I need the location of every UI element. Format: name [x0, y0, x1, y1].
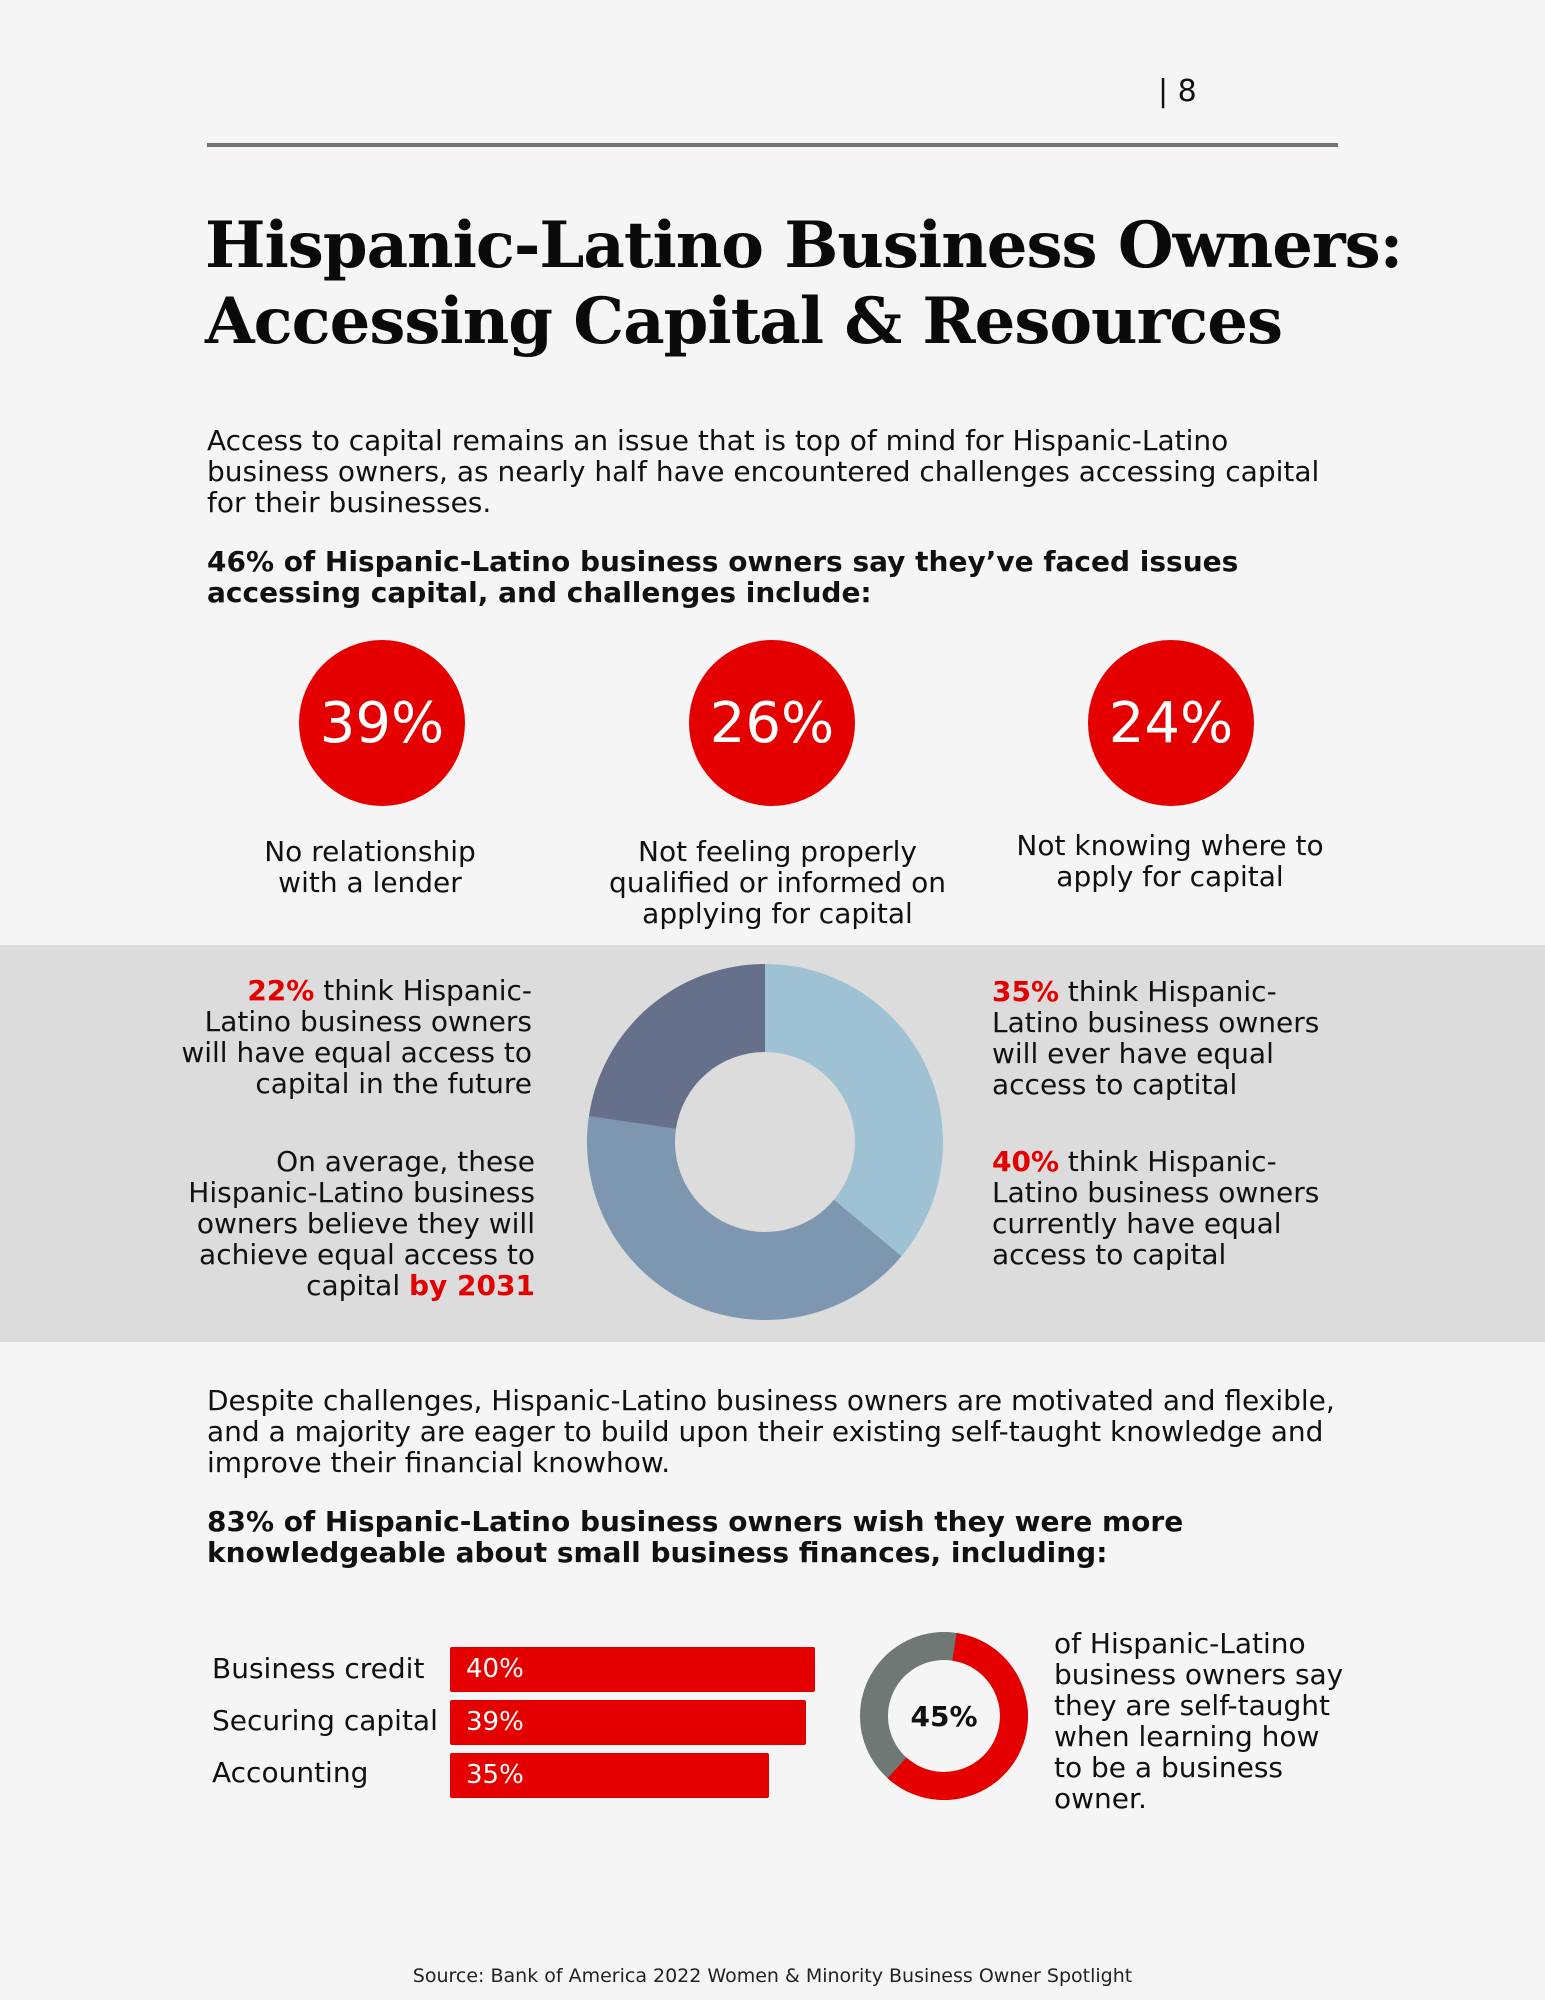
stat-circle-not-qualified: 26%: [689, 640, 855, 806]
source-citation: Source: Bank of America 2022 Women & Minority Business Owner Spotlight: [412, 1965, 1133, 1987]
bar-label-securing-capital: Securing capital: [212, 1704, 438, 1737]
bar-securing-capital: 39%: [450, 1700, 806, 1745]
stat-circle-not-knowing: 24%: [1088, 640, 1254, 806]
bar-label-business-credit: Business credit: [212, 1652, 425, 1685]
intro-paragraph: Access to capital remains an issue that is top of mind for Hispanic-Latino business owners, as nearly half have encountered challenges accessing capital for their businesses.: [207, 424, 1320, 519]
page-number: | 8: [1158, 74, 1197, 109]
challenge-label-not-qualified: Not feeling properly qualified or informed on applying for capital: [609, 835, 946, 930]
stat-average-year-highlight: by 2031: [409, 1269, 535, 1302]
stat-future-equal-access: [180, 975, 532, 1099]
stat-average-year-text: On average, these Hispanic-Latino business owners believe they will achieve equal access to capital: [188, 1145, 535, 1302]
challenge-label-no-relationship: No relationship with a lender: [264, 835, 476, 899]
stat-future-equal-access-pct: 22%: [247, 974, 315, 1007]
stat-future-equal-access-text: think Hispanic-Latino business owners will have equal access to capital in the future: [181, 974, 532, 1100]
stat-current-equal-access-pct: 40%: [992, 1145, 1060, 1178]
donut-slice-ever: [765, 964, 943, 1256]
challenges-heading: 46% of Hispanic-Latino business owners say they’ve faced issues accessing capital, and challenges include:: [207, 545, 1239, 609]
bar-label-accounting: Accounting: [212, 1756, 369, 1789]
stat-ever-equal-access-text: think Hispanic-Latino business owners will ever have equal access to captital: [992, 975, 1320, 1101]
stat-average-year: [185, 1146, 535, 1301]
donut-slice-current: [587, 1116, 902, 1320]
page-title-line-2: Accessing Capital & Resources: [205, 284, 1282, 359]
equal-access-donut-chart: [585, 962, 945, 1322]
bar-accounting: 35%: [450, 1753, 769, 1798]
knowledge-heading: 83% of Hispanic-Latino business owners wish they were more knowledgeable about small business finances, including:: [207, 1505, 1184, 1569]
donut-slice-future: [589, 964, 765, 1129]
page-title: [205, 208, 1405, 360]
stat-current-equal-access: [992, 1146, 1332, 1270]
stat-ever-equal-access-pct: 35%: [992, 975, 1060, 1008]
donut-small-center-label: 45%: [910, 1700, 978, 1733]
self-taught-description: of Hispanic-Latino business owners say they are self-taught when learning how to be a business owner.: [1054, 1627, 1344, 1815]
stat-current-equal-access-text: think Hispanic-Latino business owners currently have equal access to capital: [992, 1145, 1320, 1271]
stat-circle-no-relationship: 39%: [299, 640, 465, 806]
page-title-line-1: Hispanic-Latino Business Owners:: [205, 208, 1403, 283]
bar-business-credit: 40%: [450, 1647, 815, 1692]
challenge-label-not-knowing: Not knowing where to apply for capital: [1016, 829, 1324, 893]
stat-ever-equal-access: [992, 976, 1332, 1100]
knowledge-intro-paragraph: Despite challenges, Hispanic-Latino business owners are motivated and flexible, and a majority are eager to build upon their existing self-taught knowledge and improve their financial knowhow.: [207, 1384, 1335, 1479]
self-taught-donut-chart: [858, 1630, 1030, 1802]
header-divider: [207, 143, 1338, 147]
